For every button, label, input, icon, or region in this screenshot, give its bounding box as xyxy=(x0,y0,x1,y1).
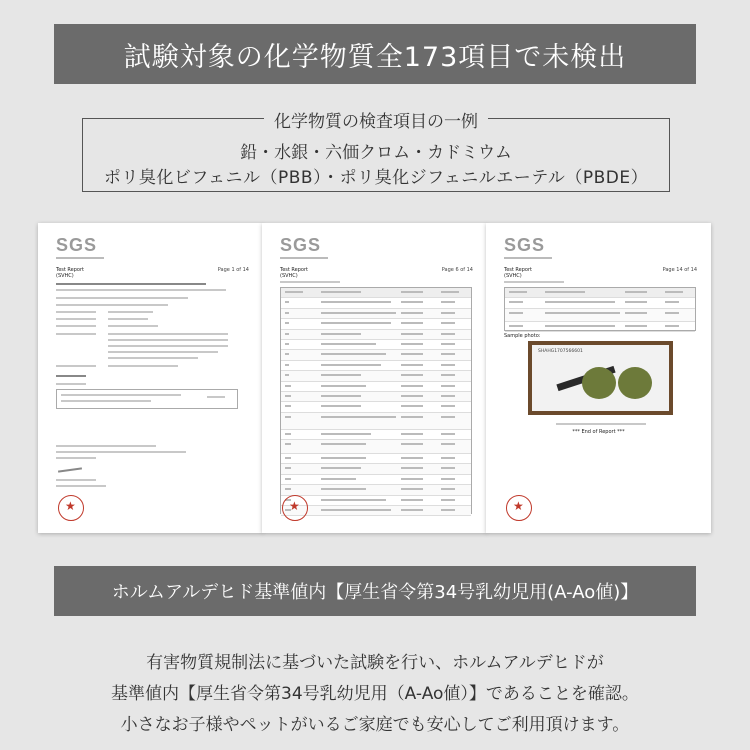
text-line xyxy=(56,289,226,291)
text-line xyxy=(280,281,340,283)
report-title: Test Report (SVHC) xyxy=(280,267,309,279)
text-line xyxy=(56,451,186,453)
examples-box xyxy=(82,112,670,192)
examples-box-title: 化学物質の検査項目の一例 xyxy=(264,107,488,132)
star-icon: ★ xyxy=(65,499,76,513)
summary-table xyxy=(56,389,238,409)
sample-photo xyxy=(528,341,673,415)
text-line xyxy=(56,445,156,447)
substance-table xyxy=(280,287,472,514)
examples-line-1: 鉛・水銀・六価クロム・カドミウム xyxy=(240,143,512,163)
sgs-logo: SGS xyxy=(504,235,546,255)
sgs-logo: SGS xyxy=(56,235,98,255)
text-line xyxy=(108,318,148,320)
substance-table xyxy=(504,287,696,331)
logo-underline xyxy=(504,257,552,259)
examples-line-2: ポリ臭化ビフェニル（PBB）・ポリ臭化ジフェニルエーテル（PBDE） xyxy=(103,168,649,188)
text-line xyxy=(56,304,116,306)
text-line xyxy=(108,304,168,306)
page-number: Page 1 of 14 xyxy=(217,267,249,273)
description-line-3: 小さなお子様やペットがいるご家庭でも安心してご利用頂けます。 xyxy=(120,715,630,735)
end-of-report: *** End of Report *** xyxy=(572,429,625,435)
sgs-logo: SGS xyxy=(280,235,322,255)
page-number: Page 6 of 14 xyxy=(441,267,473,273)
description-line-1: 有害物質規制法に基づいた試験を行い、ホルムアルデヒドが xyxy=(146,653,604,673)
sample-photo-label: Sample photo: xyxy=(504,333,541,339)
text-line xyxy=(56,457,96,459)
star-icon: ★ xyxy=(289,499,300,513)
text-line xyxy=(108,357,198,359)
report-title: Test Report (SVHC) xyxy=(504,267,533,279)
text-line xyxy=(108,311,153,313)
test-report-page-1 xyxy=(38,223,263,533)
sample-coil xyxy=(582,367,616,399)
text-line xyxy=(108,345,228,347)
text-line xyxy=(56,365,96,367)
text-line xyxy=(56,383,86,385)
text-line xyxy=(56,318,96,320)
text-line xyxy=(56,375,86,377)
text-line xyxy=(56,485,106,487)
star-icon: ★ xyxy=(513,499,524,513)
logo-underline xyxy=(56,257,104,259)
logo-underline xyxy=(280,257,328,259)
text-line xyxy=(108,325,158,327)
report-title: Test Report (SVHC) xyxy=(56,267,85,279)
signature xyxy=(58,467,82,472)
top-banner-title: 試験対象の化学物質全173項目で未検出 xyxy=(123,41,627,73)
text-line xyxy=(108,339,228,341)
text-line xyxy=(56,311,96,313)
text-line xyxy=(556,423,646,425)
text-line xyxy=(108,365,178,367)
text-line xyxy=(56,479,96,481)
text-line xyxy=(56,325,96,327)
test-report-page-14 xyxy=(486,223,711,533)
text-line xyxy=(108,351,218,353)
text-line xyxy=(56,297,116,299)
test-report-page-6 xyxy=(262,223,487,533)
text-line xyxy=(108,297,188,299)
sample-id: SHAHG1707566601 xyxy=(538,349,583,354)
description-line-2: 基準値内【厚生省令第34号乳幼児用（A-Ao値）】であることを確認。 xyxy=(111,684,639,704)
text-line xyxy=(108,333,228,335)
page-number: Page 14 of 14 xyxy=(662,267,697,273)
top-banner xyxy=(54,24,696,84)
text-line xyxy=(56,333,96,335)
formaldehyde-banner xyxy=(54,566,696,616)
formaldehyde-banner-title: ホルムアルデヒド基準値内【厚生省令第34号乳幼児用(A-Ao値)】 xyxy=(111,582,639,603)
text-line xyxy=(504,281,564,283)
text-line xyxy=(56,283,206,285)
sample-coil xyxy=(618,367,652,399)
